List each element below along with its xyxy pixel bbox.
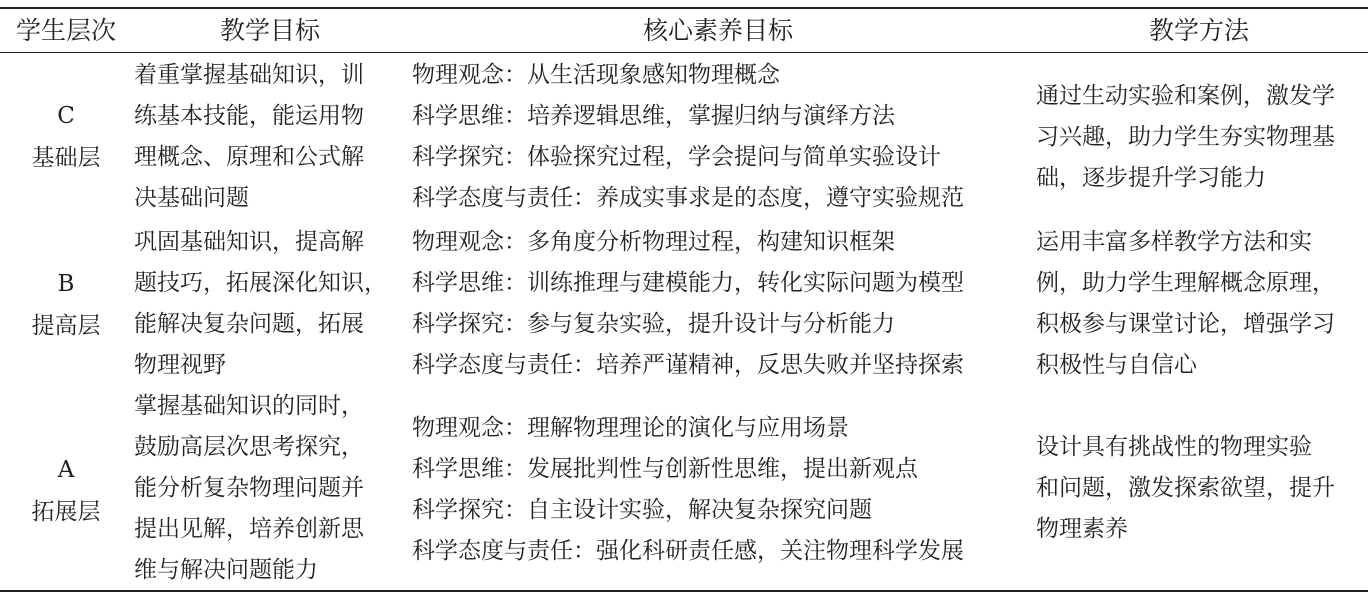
level-name: 基础层 <box>31 145 101 171</box>
method-line: 设计具有挑战性的物理实验 <box>1036 434 1312 460</box>
goal-line: 巩固基础知识，提高解 <box>134 229 364 255</box>
row-a-method <box>1036 427 1364 550</box>
row-c-method <box>1036 76 1364 199</box>
row-a-goal <box>134 386 406 591</box>
row-c-core <box>412 55 1024 219</box>
row-c-level <box>0 95 132 179</box>
goal-line: 提出见解，培养创新思 <box>134 516 364 542</box>
core-line: 物理观念：从生活现象感知物理概念 <box>412 62 780 88</box>
core-line: 科学探究：自主设计实验，解决复杂探究问题 <box>412 497 872 523</box>
header-teaching-goal: 教学目标 <box>219 16 320 45</box>
core-line: 科学思维：培养逻辑思维，掌握归纳与演绎方法 <box>412 103 895 129</box>
core-line: 科学探究：参与复杂实验，提升设计与分析能力 <box>412 311 895 337</box>
level-name: 拓展层 <box>31 499 101 525</box>
row-c-goal <box>134 55 406 219</box>
header-teaching-method: 教学方法 <box>1148 16 1249 45</box>
method-line: 础，逐步提升学习能力 <box>1036 165 1266 191</box>
row-a-level <box>0 449 132 533</box>
method-line: 例，助力学生理解概念原理， <box>1036 270 1335 296</box>
goal-line: 决基础问题 <box>134 185 249 211</box>
goal-line: 物理视野 <box>134 352 226 378</box>
goal-line: 练基本技能，能运用物 <box>134 103 364 129</box>
goal-line: 理概念、原理和公式解 <box>134 144 364 170</box>
level-letter: B <box>57 271 75 297</box>
goal-line: 能解决复杂问题，拓展 <box>134 311 364 337</box>
goal-line: 着重掌握基础知识，训 <box>134 62 364 88</box>
row-a-core <box>412 408 1024 572</box>
row-b-level <box>0 263 132 347</box>
core-line: 科学态度与责任：强化科研责任感，关注物理科学发展 <box>412 538 964 564</box>
table-header-rule <box>0 52 1368 53</box>
goal-line: 掌握基础知识的同时， <box>134 393 364 419</box>
method-line: 习兴趣，助力学生夯实物理基 <box>1036 124 1335 150</box>
method-line: 积极性与自信心 <box>1036 352 1197 378</box>
core-line: 物理观念：多角度分析物理过程，构建知识框架 <box>412 229 895 255</box>
level-letter: C <box>57 103 75 129</box>
goal-line: 能分析复杂物理问题并 <box>134 475 364 501</box>
row-b-method <box>1036 222 1364 386</box>
table-top-rule <box>0 7 1368 9</box>
core-line: 科学探究：体验探究过程，学会提问与简单实验设计 <box>412 144 941 170</box>
row-b-goal <box>134 222 406 386</box>
goal-line: 维与解决问题能力 <box>134 557 318 583</box>
core-line: 科学思维：训练推理与建模能力，转化实际问题为模型 <box>412 270 964 296</box>
core-line: 科学态度与责任：培养严谨精神，反思失败并坚持探索 <box>412 352 964 378</box>
method-line: 物理素养 <box>1036 516 1128 542</box>
core-line: 科学态度与责任：养成实事求是的态度，遵守实验规范 <box>412 185 964 211</box>
goal-line: 鼓励高层次思考探究， <box>134 434 364 460</box>
core-line: 科学思维：发展批判性与创新性思维，提出新观点 <box>412 456 918 482</box>
method-line: 运用丰富多样教学方法和实 <box>1036 229 1312 255</box>
row-b-core <box>412 222 1024 386</box>
level-letter: A <box>57 457 75 483</box>
header-student-level: 学生层次 <box>15 16 116 45</box>
core-line: 物理观念：理解物理理论的演化与应用场景 <box>412 415 849 441</box>
level-name: 提高层 <box>31 313 101 339</box>
method-line: 积极参与课堂讨论，增强学习 <box>1036 311 1335 337</box>
goal-line: 题技巧，拓展深化知识， <box>134 270 387 296</box>
header-core-literacy-goal: 核心素养目标 <box>642 16 793 45</box>
method-line: 和问题，激发探索欲望，提升 <box>1036 475 1335 501</box>
method-line: 通过生动实验和案例，激发学 <box>1036 83 1335 109</box>
